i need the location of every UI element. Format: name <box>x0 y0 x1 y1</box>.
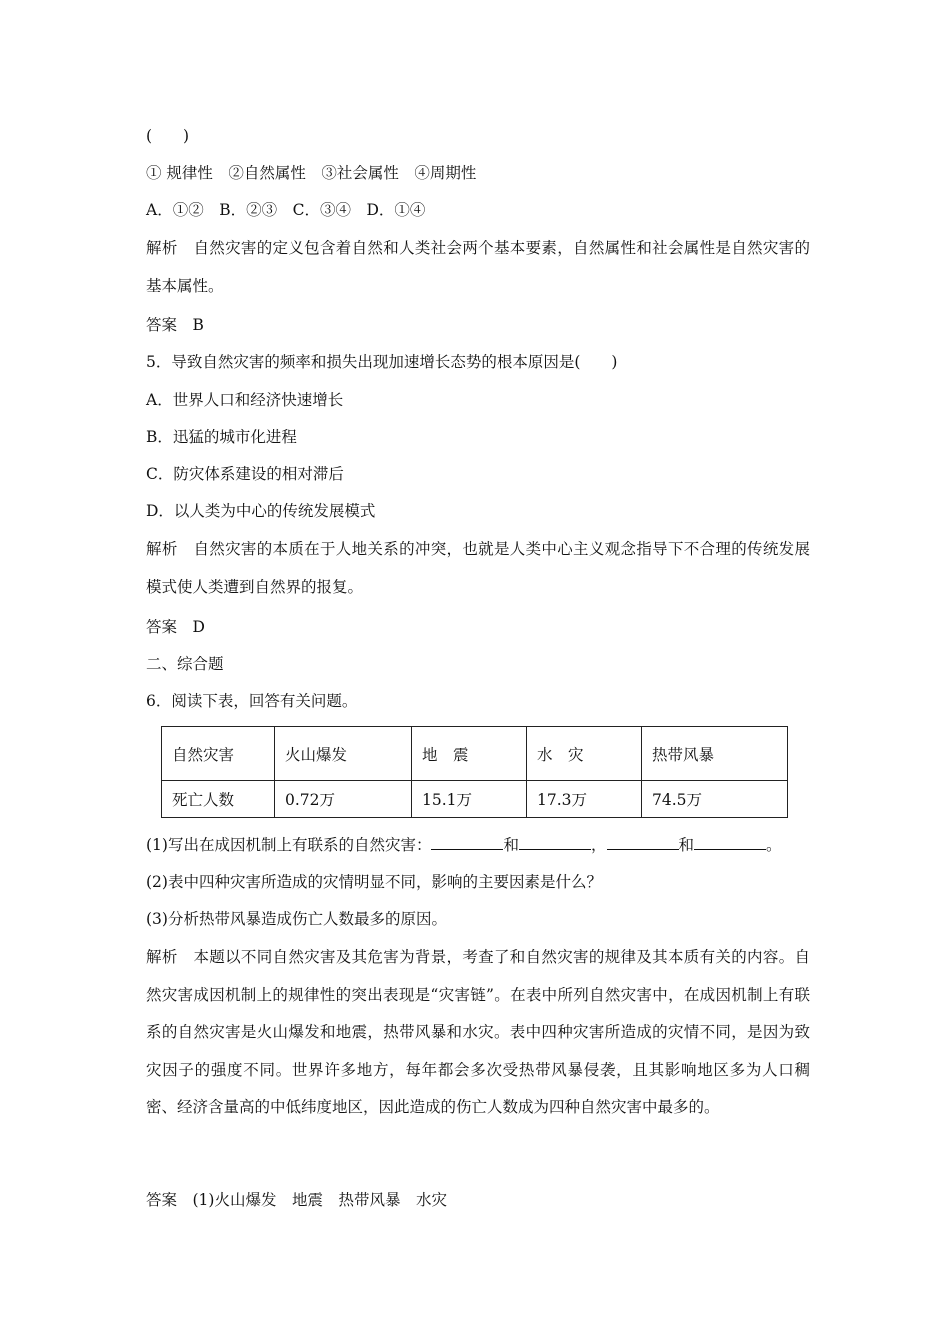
answer-blank-1[interactable] <box>431 835 503 850</box>
q6-sub2: (2)表中四种灾害所造成的灾情明显不同，影响的主要因素是什么？ <box>146 873 602 891</box>
sub1-and-2: 和 <box>678 836 695 854</box>
q6-sub3: (3)分析热带风暴造成伤亡人数最多的原因。 <box>146 910 447 928</box>
q6-answer: 答案 (1)火山爆发 地震 热带风暴 水灾 <box>146 1191 447 1209</box>
table-cell: 74.5万 <box>642 781 788 818</box>
section-title: 二、综合题 <box>146 655 224 673</box>
answer-blank-4[interactable] <box>694 835 766 850</box>
table-cell: 热带风暴 <box>642 727 788 781</box>
q5-answer: 答案 D <box>146 618 205 636</box>
q5-option-c: C．防灾体系建设的相对滞后 <box>146 465 344 483</box>
sub1-comma: ， <box>590 836 607 854</box>
table-cell: 死亡人数 <box>162 781 275 818</box>
table-cell: 火山爆发 <box>275 727 412 781</box>
answer-blank-3[interactable] <box>607 835 679 850</box>
table-cell: 17.3万 <box>527 781 642 818</box>
sub1-prefix: (1)写出在成因机制上有联系的自然灾害： <box>146 836 432 854</box>
table-header-row <box>162 727 788 781</box>
q5-analysis: 解析 自然灾害的本质在于人地关系的冲突，也就是人类中心主义观念指导下不合理的传统发展模式使人类遭到自然界的报复。 <box>146 540 810 596</box>
q5-option-a: A．世界人口和经济快速增长 <box>146 391 344 409</box>
table-cell: 地 震 <box>412 727 527 781</box>
table-cell: 0.72万 <box>275 781 412 818</box>
q4-answer: 答案 B <box>146 316 204 334</box>
table-cell: 水 灾 <box>527 727 642 781</box>
table-row <box>162 781 788 818</box>
disaster-table <box>161 726 788 818</box>
q6-analysis: 解析 本题以不同自然灾害及其危害为背景，考查了和自然灾害的规律及其本质有关的内容。自然灾害成因机制上的规律性的突出表现是“灾害链”。在表中所列自然灾害中，在成因机制上有联系的自然灾害是火山爆发和地震，热带风暴和水灾。表中四种灾害所造成的灾情不同，是因为致灾因子的强度不同。世界许多地方，每年都会多次受热带风暴侵袭，且其影响地区多为人口稠密、经济含量高的中低纬度地区，因此造成的伤亡人数成为四种自然灾害中最多的。 <box>146 948 810 1116</box>
sub1-end: 。 <box>766 836 782 854</box>
q4-paren: ( ) <box>146 127 190 145</box>
q6-stem: 6．阅读下表，回答有关问题。 <box>146 692 358 710</box>
table-cell: 自然灾害 <box>162 727 275 781</box>
q4-options: ① 规律性 ②自然属性 ③社会属性 ④周期性 <box>146 164 477 182</box>
q5-stem: 5．导致自然灾害的频率和损失出现加速增长态势的根本原因是( ) <box>146 353 618 371</box>
q6-sub1 <box>146 834 782 856</box>
q4-analysis: 解析 自然灾害的定义包含着自然和人类社会两个基本要素，自然属性和社会属性是自然灾害的基本属性。 <box>146 239 810 295</box>
q4-choices: A．①② B．②③ C．③④ D．①④ <box>146 201 426 219</box>
table-cell: 15.1万 <box>412 781 527 818</box>
q5-option-d: D．以人类为中心的传统发展模式 <box>146 502 376 520</box>
sub1-and: 和 <box>503 836 519 854</box>
q5-option-b: B．迅猛的城市化进程 <box>146 428 297 446</box>
answer-blank-2[interactable] <box>519 835 591 850</box>
